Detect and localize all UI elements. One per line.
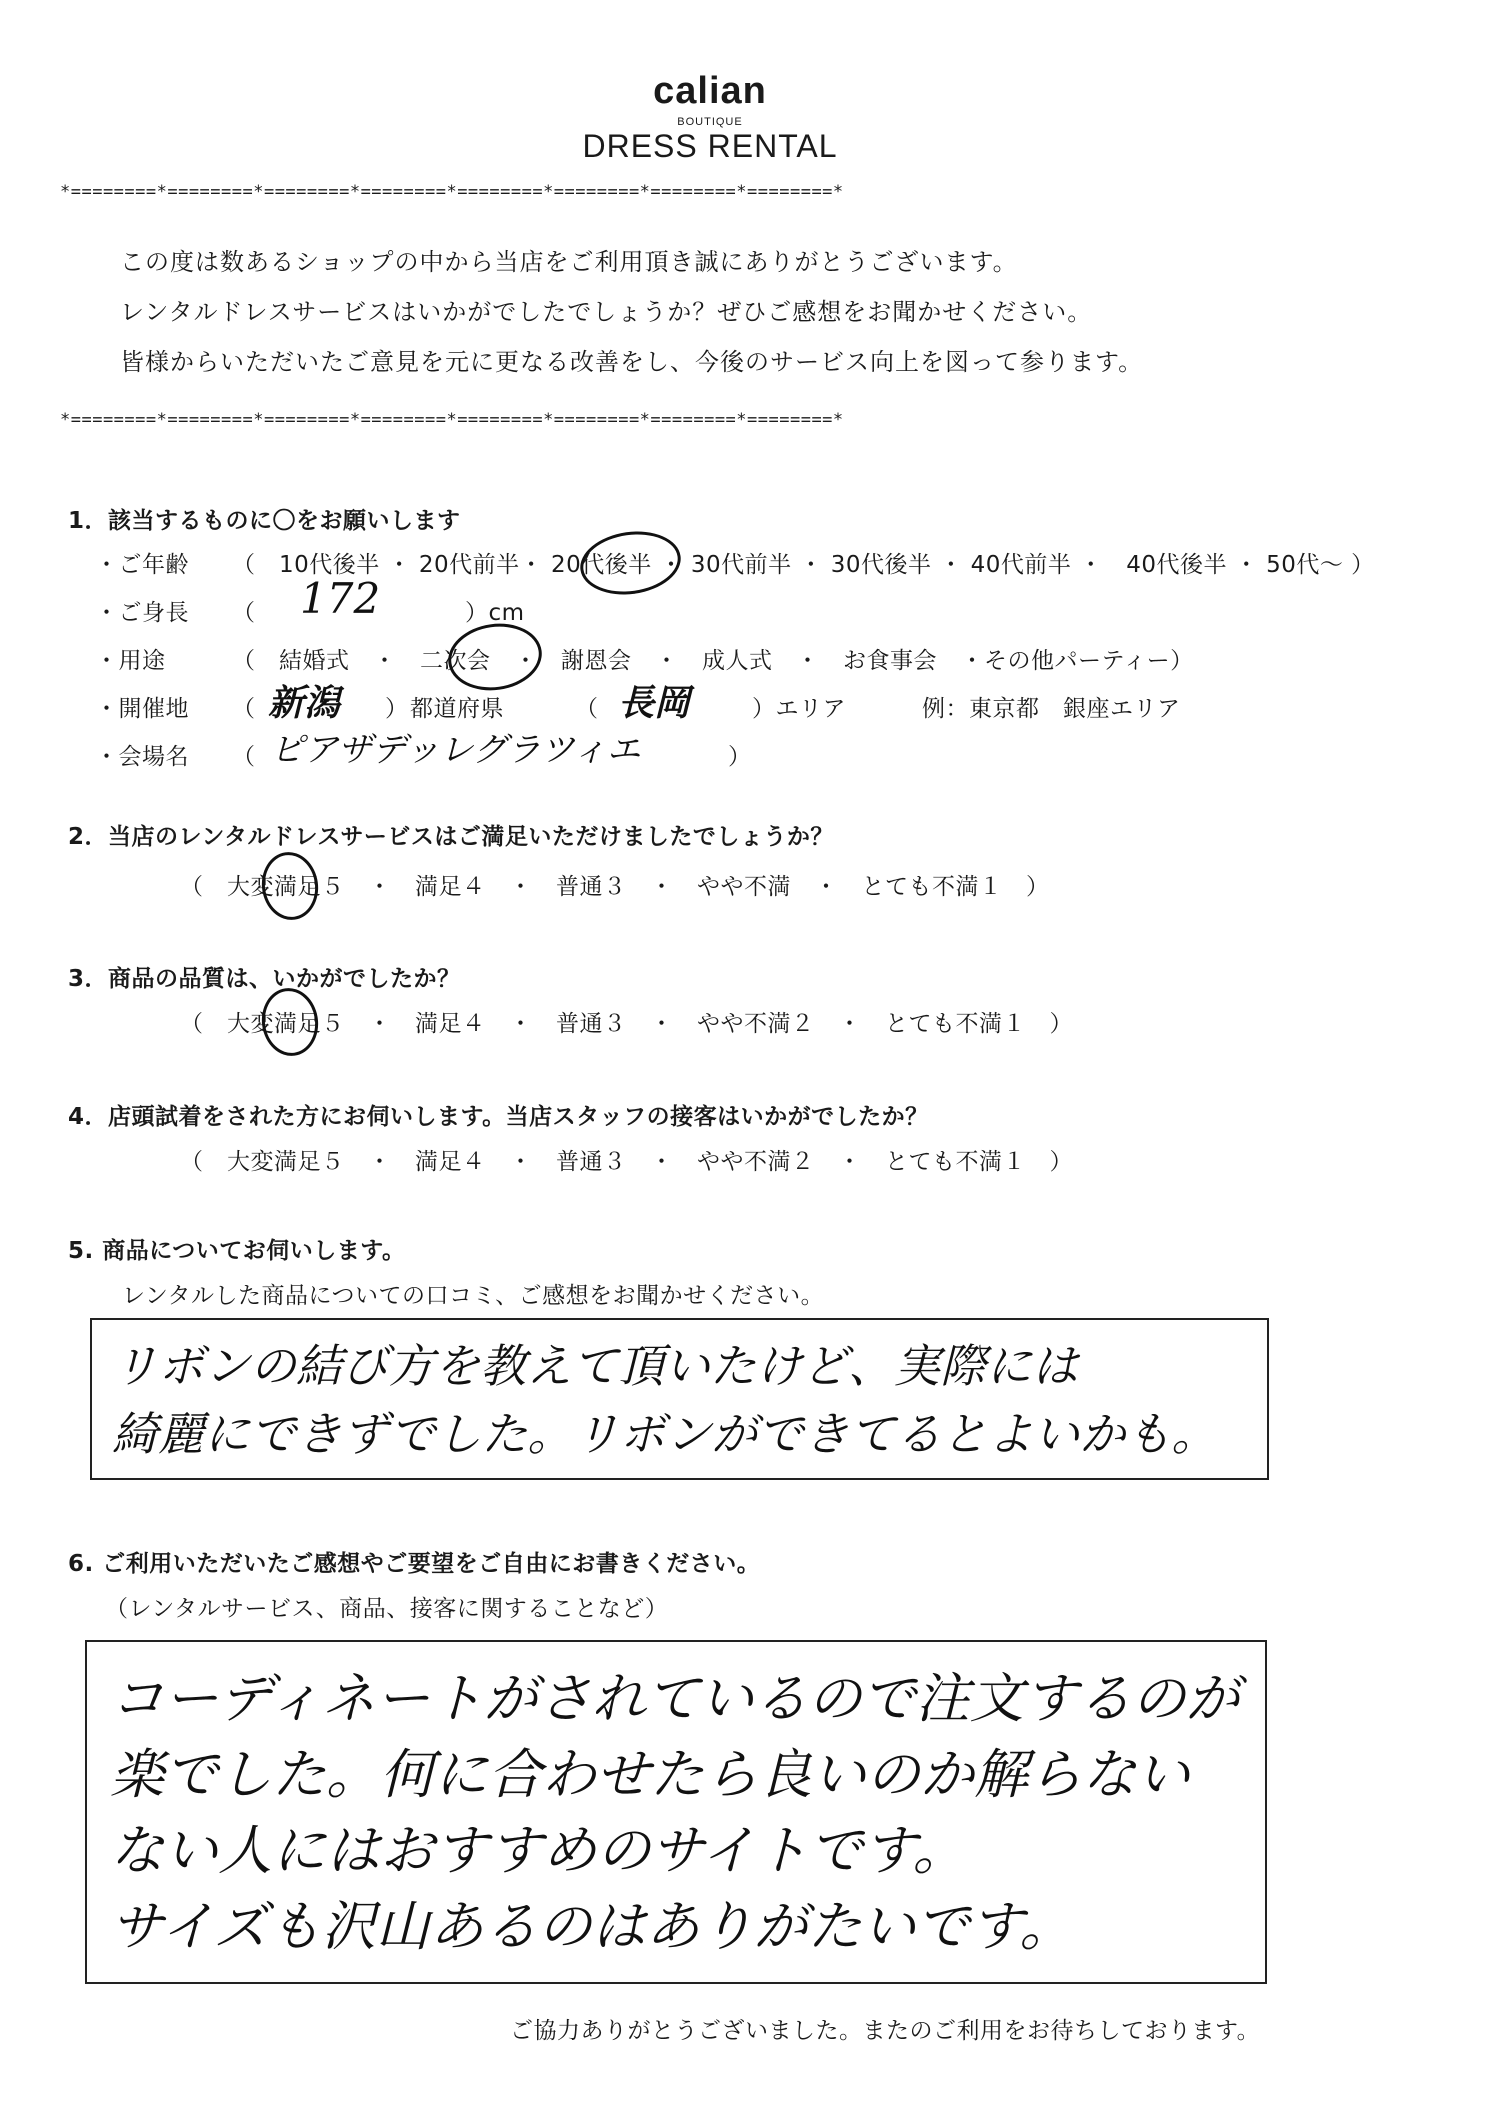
age-selection-circle bbox=[576, 525, 685, 600]
separator-bottom: *========*========*========*========*========*========*========*========* bbox=[60, 410, 844, 430]
venue-area-open-paren: （ bbox=[575, 696, 599, 722]
question-5-subtitle: レンタルした商品についての口コミ、ご感想をお聞かせください。 bbox=[122, 1283, 825, 1309]
venue-name-open-paren: （ bbox=[232, 744, 256, 770]
venue-area-value: 長岡 bbox=[618, 682, 691, 724]
question-1-title: 1．該当するものに〇をお願いします bbox=[68, 508, 461, 534]
height-unit: ）cm bbox=[465, 600, 525, 626]
question-4-options: （ 大変満足５ ・ 満足４ ・ 普通３ ・ やや不満２ ・ とても不満１ ） bbox=[180, 1149, 1073, 1175]
venue-name-label: ・会場名 bbox=[95, 744, 189, 770]
footer-thanks: ご協力ありがとうございました。またのご利用をお待ちしております。 bbox=[510, 2018, 1261, 2044]
age-options: （ 10代後半 ・ 20代前半・ 20代後半 ・ 30代前半 ・ 30代後半 ・ 40代前半 ・ 40代後半 ・ 50代～ ） bbox=[232, 552, 1375, 578]
purpose-label: ・用途 bbox=[95, 648, 166, 674]
height-value: 172 bbox=[300, 574, 381, 623]
separator-top: *========*========*========*========*========*========*========*========* bbox=[60, 182, 844, 202]
brand-subtitle: BOUTIQUE bbox=[677, 116, 743, 128]
height-open-paren: （ bbox=[232, 600, 256, 626]
question-4-title: 4．店頭試着をされた方にお伺いします。当店スタッフの接客はいかがでしたか？ bbox=[68, 1104, 929, 1130]
venue-name-close-paren: ） bbox=[728, 744, 752, 770]
question-3-selection-mark bbox=[258, 984, 323, 1059]
intro-line-3: 皆様からいただいたご意見を元に更なる改善をし、今後のサービス向上を図って参ります。 bbox=[120, 348, 1144, 376]
venue-area-suffix: ）エリア bbox=[752, 696, 846, 722]
venue-pref-close-paren: ） bbox=[385, 696, 409, 722]
purpose-selection-circle bbox=[444, 618, 546, 696]
question-2-options: （ 大変満足５ ・ 満足４ ・ 普通３ ・ やや不満 ・ とても不満１ ） bbox=[180, 874, 1050, 900]
intro-line-1: この度は数あるショップの中から当店をご利用頂き誠にありがとうございます。 bbox=[120, 248, 1018, 276]
question-6-title: 6. ご利用いただいたご感想やご要望をご自由にお書きください。 bbox=[68, 1551, 761, 1577]
purpose-options: （ 結婚式 ・ 二次会 ・ 謝恩会 ・ 成人式 ・ お食事会 ・その他パーティー） bbox=[232, 648, 1194, 674]
venue-area-label: ・開催地 bbox=[95, 696, 189, 722]
question-5-title: 5. 商品についてお伺いします。 bbox=[68, 1238, 406, 1264]
question-3-options: （ 大変満足５ ・ 満足４ ・ 普通３ ・ やや不満２ ・ とても不満１ ） bbox=[180, 1011, 1073, 1037]
question-6-answer-line-1: コーディネートがされているので注文するのが bbox=[110, 1667, 1240, 1730]
question-6-subtitle: （レンタルサービス、商品、接客に関することなど） bbox=[105, 1596, 669, 1622]
venue-prefecture-value: 新潟 bbox=[268, 682, 341, 724]
intro-line-2: レンタルドレスサービスはいかがでしたでしょうか？ぜひご感想をお聞かせください。 bbox=[120, 298, 1093, 326]
service-title: DRESS RENTAL bbox=[582, 128, 838, 164]
question-6-answer-line-3: ない人にはおすすめのサイトです。 bbox=[110, 1819, 967, 1882]
question-6-answer-line-4: サイズも沢山あるのはありがたいです。 bbox=[110, 1895, 1074, 1958]
venue-example: 例：東京都 銀座エリア bbox=[922, 696, 1181, 722]
height-label: ・ご身長 bbox=[95, 600, 189, 626]
question-5-answer-line-2: 綺麗にできずでした。リボンができてるとよいかも。 bbox=[112, 1407, 1218, 1461]
venue-name-value: ピアザデッレグラツィエ bbox=[270, 730, 641, 770]
question-2-title: 2．当店のレンタルドレスサービスはご満足いただけましたでしょうか？ bbox=[68, 824, 834, 850]
venue-pref-open-paren: （ bbox=[232, 696, 256, 722]
venue-prefecture-suffix: 都道府県 bbox=[410, 696, 504, 722]
question-3-title: 3．商品の品質は、いかがでしたか？ bbox=[68, 966, 461, 992]
question-5-answer-line-1: リボンの結び方を教えて頂いたけど、実際には bbox=[112, 1339, 1078, 1393]
question-2-selection-mark bbox=[258, 848, 323, 923]
brand-logo: calian bbox=[653, 70, 767, 112]
age-label: ・ご年齢 bbox=[95, 552, 189, 578]
question-6-answer-line-2: 楽でした。何に合わせたら良いのか解らない bbox=[110, 1743, 1190, 1806]
